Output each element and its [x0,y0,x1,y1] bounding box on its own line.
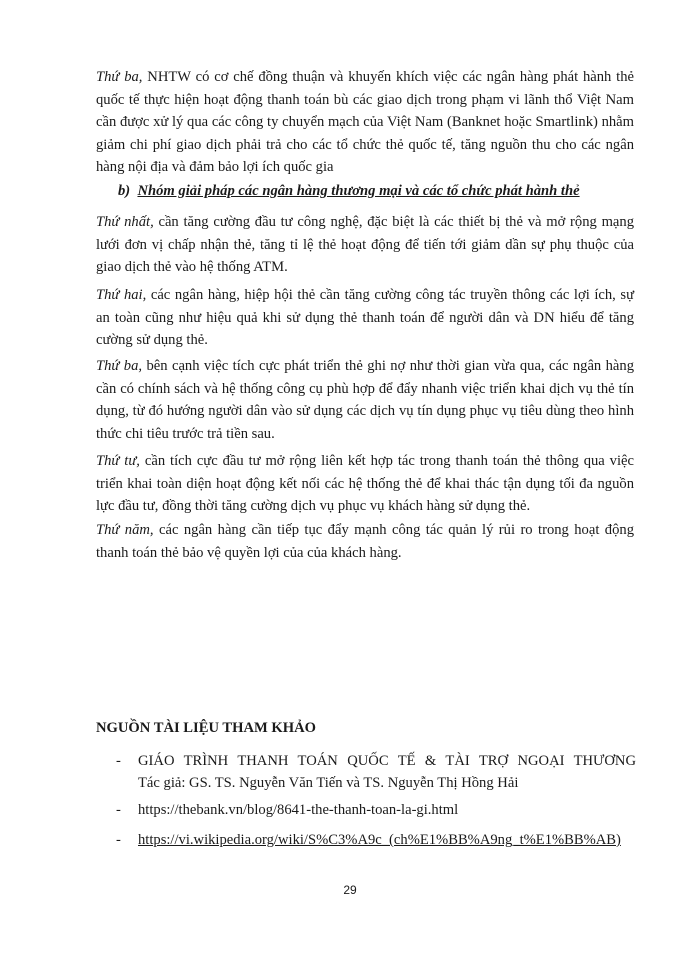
paragraph-lead: Thứ nhất, [96,214,154,230]
references-title: NGUỒN TÀI LIỆU THAM KHẢO [96,720,317,736]
page-number: 29 [343,883,357,897]
paragraph-lead: Thứ năm, [96,522,154,538]
reference-item-wikipedia [116,829,636,851]
reference-title-line: GIÁO TRÌNH THANH TOÁN QUỐC TẾ & TÀI TRỢ NGOẠI THƯƠNG [138,753,636,769]
reference-item-thebank [116,799,636,821]
paragraph-thu-ba-nhtw [96,66,634,179]
paragraph-text: bên cạnh việc tích cực phát triển thẻ ghi nợ như thời gian vừa qua, các ngân hàng cần có chính sách và hệ thống công cụ phù hợp để đẩy nhanh việc triển khai dịch vụ thẻ tín dụng, từ đó hướng người dân vào sử dụng các dịch vụ tín dụng phục vụ tiêu dùng theo hình thức chi tiêu trước trả tiền sau. [96,358,635,442]
subheading-marker: b) [118,183,131,199]
reference-text [138,750,636,794]
paragraph-lead: Thứ tư, [96,453,140,469]
section-subheading-b [118,183,580,200]
paragraph-lead: Thứ ba, [96,69,143,85]
reference-item-textbook [116,750,636,794]
reference-author-line: Tác giả: GS. TS. Nguyễn Văn Tiến và TS. Nguyễn Thị Hồng Hải [138,775,519,791]
reference-url: https://thebank.vn/blog/8641-the-thanh-toan-la-gi.html [138,802,459,818]
paragraph-text: các ngân hàng, hiệp hội thẻ cần tăng cường công tác truyền thông các lợi ích, sự an toàn cũng như hiệu quả khi sử dụng thẻ thanh toán để người dân và DN hiểu để tăng cường sử dụng thẻ. [96,287,634,348]
reference-link[interactable]: https://vi.wikipedia.org/wiki/S%C3%A9c_(ch%E1%BB%A9ng_t%E1%BB%AB) [138,832,621,848]
paragraph-text: các ngân hàng cần tiếp tục đẩy mạnh công tác quản lý rủi ro trong hoạt động thanh toán thẻ bảo vệ quyền lợi của của khách hàng. [96,522,634,561]
paragraph-thu-tu [96,450,634,518]
paragraph-thu-nam [96,519,634,564]
list-dash: - [116,832,121,848]
paragraph-thu-ba-the-tin-dung [96,355,634,445]
list-dash: - [116,753,121,769]
paragraph-text: NHTW có cơ chế đồng thuận và khuyến khích việc các ngân hàng phát hành thẻ quốc tế thực hiện hoạt động thanh toán bù các giao dịch trong phạm vi lãnh thổ Việt Nam cần được xử lý qua các công ty chuyển mạch của Việt Nam (Banknet hoặc Smartlink) nhằm giảm chi phí giao dịch phải trả cho các tổ chức thẻ quốc tế, tăng nguồn thu cho các ngân hàng nội địa và đảm bảo lợi ích quốc gia [96,69,635,175]
paragraph-lead: Thứ ba, [96,358,143,374]
list-dash: - [116,802,121,818]
paragraph-text: cần tích cực đầu tư mở rộng liên kết hợp tác trong thanh toán thẻ thông qua việc triển khai toàn diện hoạt động kết nối các hệ thống thẻ để khai thác tận dụng tối đa nguồn lực đầu tư, đồng thời tăng cường dịch vụ phục vụ khách hàng sử dụng thẻ. [96,453,634,514]
subheading-text: Nhóm giải pháp các ngân hàng thương mại và các tổ chức phát hành thẻ [137,183,580,199]
paragraph-lead: Thứ hai, [96,287,147,303]
paragraph-thu-nhat [96,211,634,279]
paragraph-text: cần tăng cường đầu tư công nghệ, đặc biệt là các thiết bị thẻ và mở rộng mạng lưới đơn vị chấp nhận thẻ, tăng tỉ lệ thẻ hoạt động để tiến tới giảm dần sự phụ thuộc của giao dịch thẻ vào hệ thống ATM. [96,214,634,275]
paragraph-thu-hai [96,284,634,352]
